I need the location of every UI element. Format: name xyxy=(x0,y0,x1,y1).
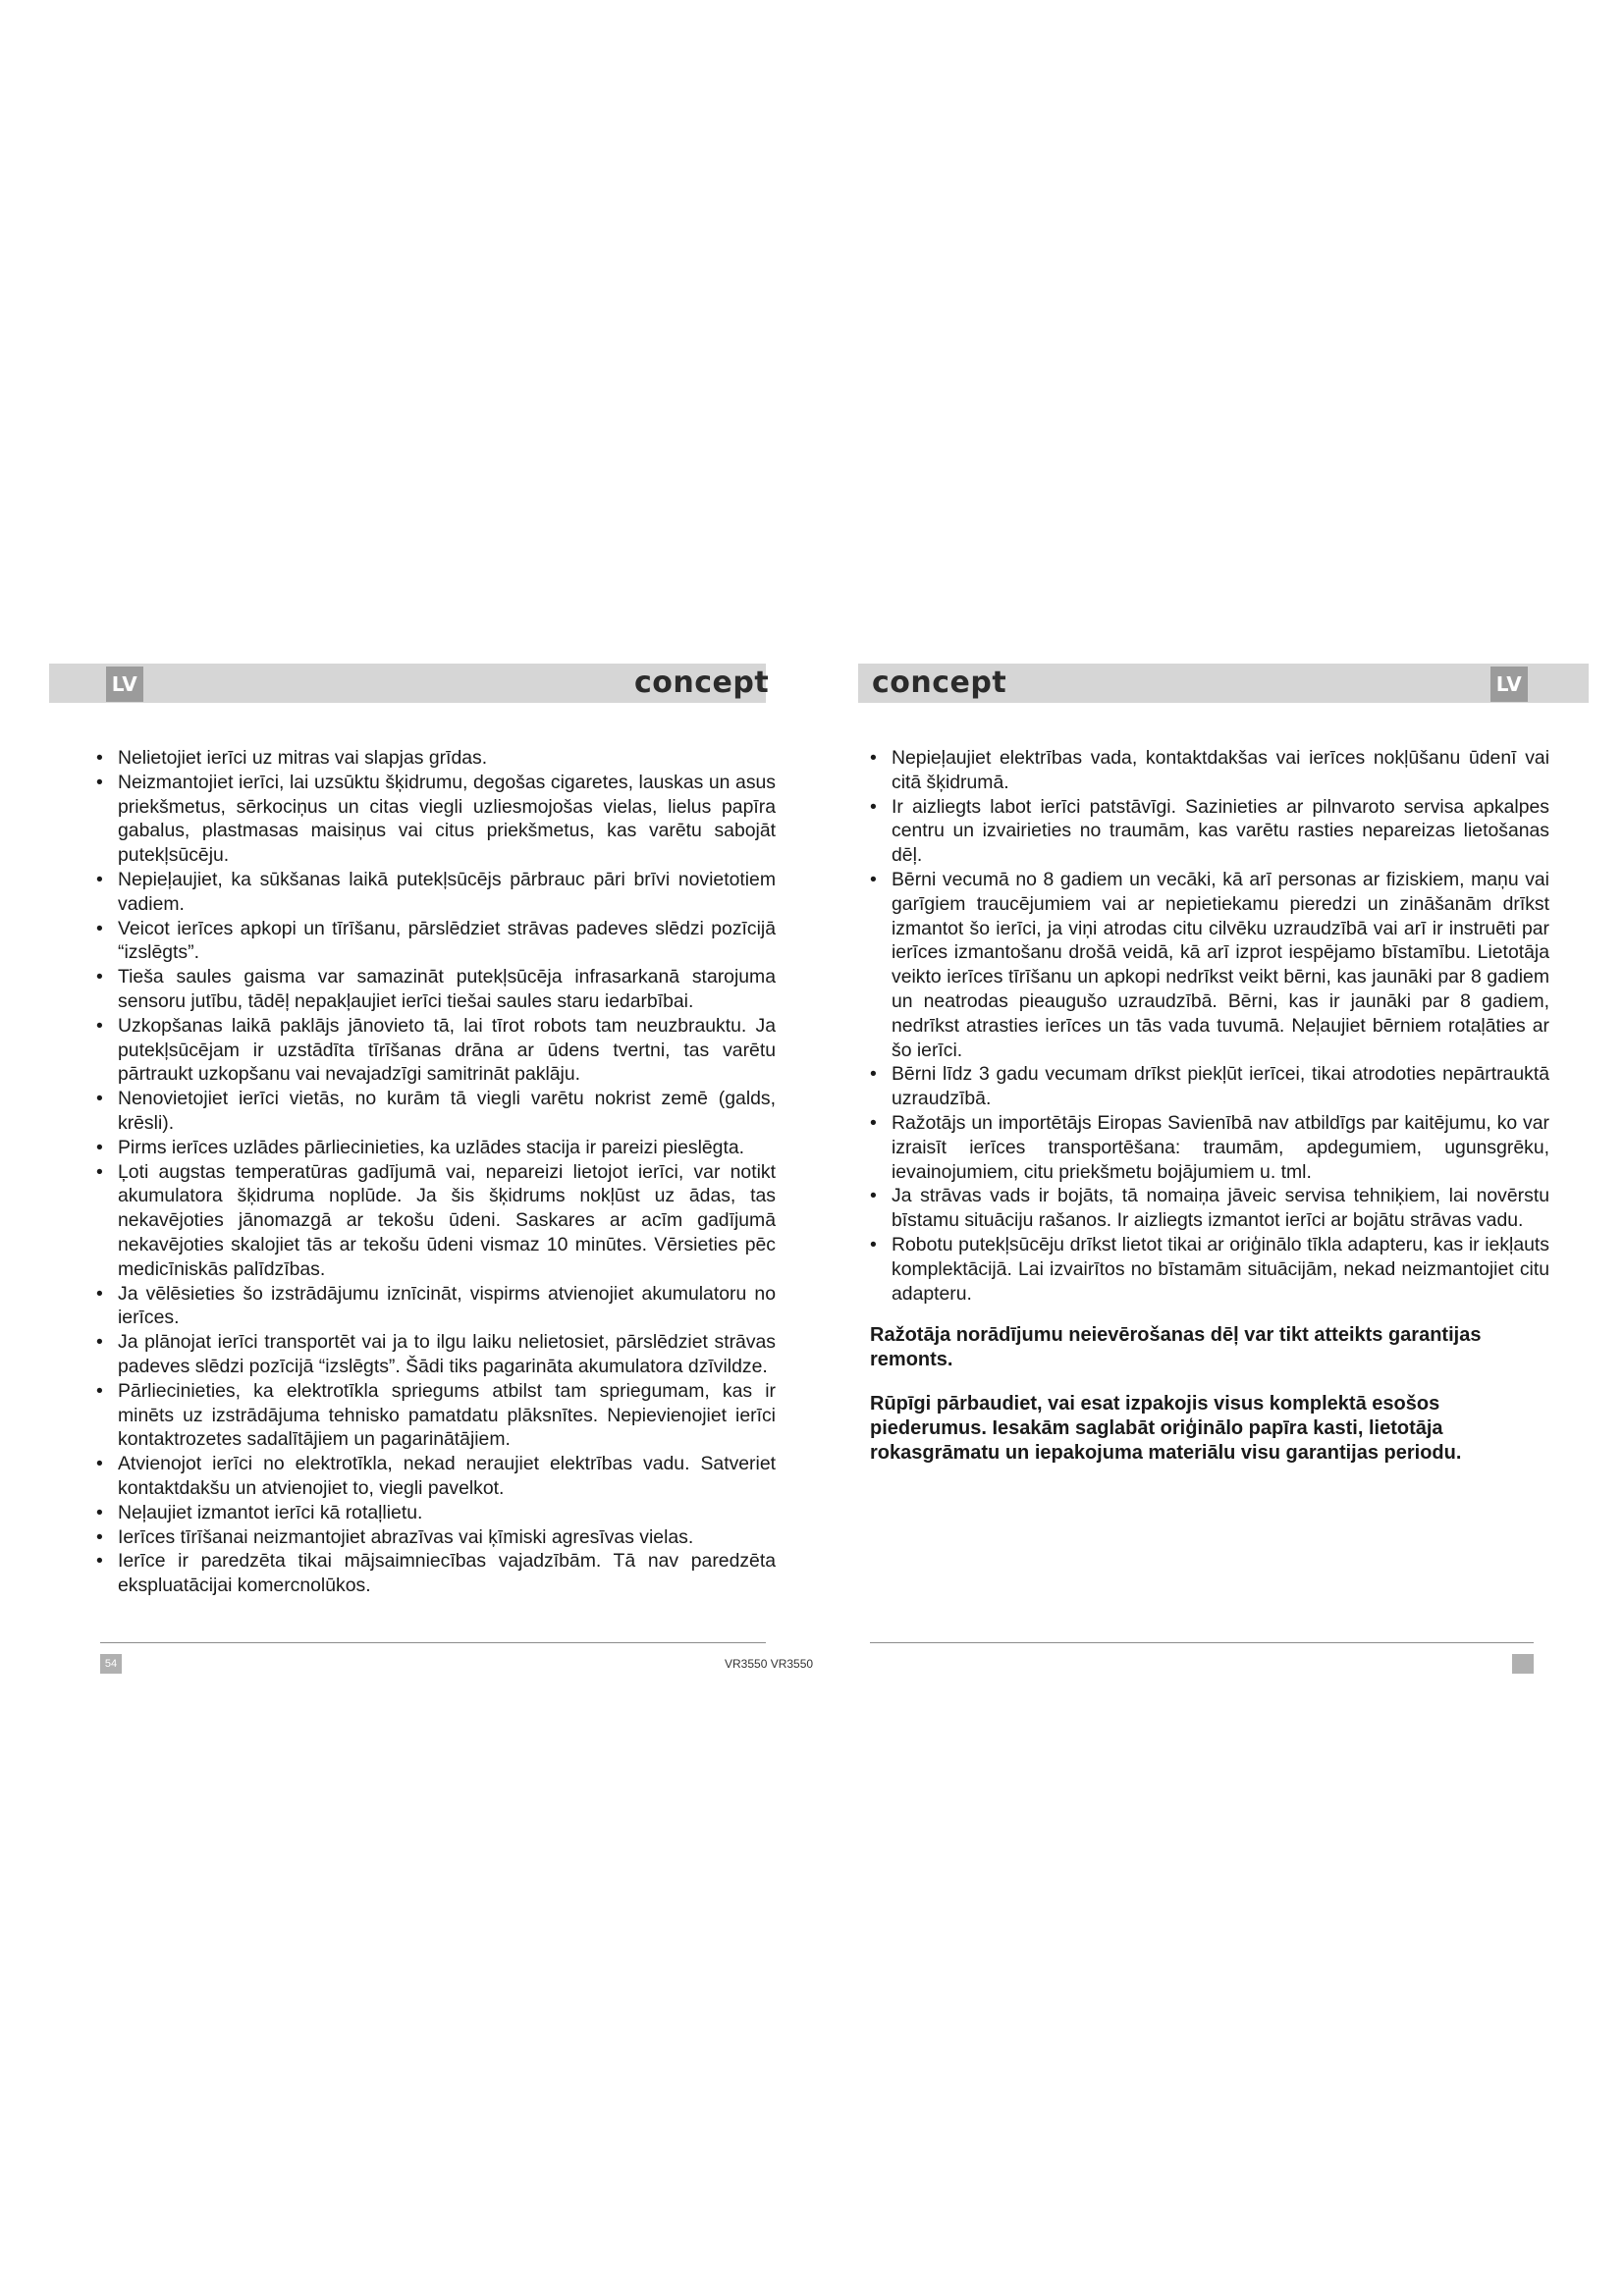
list-item: • Bērni līdz 3 gadu vecumam drīkst piekļūt ierīcei, tikai atrodoties nepārtrauktā uzraudzībā. xyxy=(870,1062,1549,1111)
brand-logo-right: concept xyxy=(872,666,1007,700)
list-item: • Ir aizliegts labot ierīci patstāvīgi. Sazinieties ar pilnvaroto servisa apkalpes centru un izvairieties no traumām, kas varētu rasties nepareizas lietošanas dēļ. xyxy=(870,795,1549,868)
list-item: • Veicot ierīces apkopi un tīrīšanu, pārslēdziet strāvas padeves slēdzi pozīcijā “izslēgts”. xyxy=(96,917,776,966)
list-item: • Nepieļaujiet, ka sūkšanas laikā putekļsūcējs pārbrauc pāri brīvi novietotiem vadiem. xyxy=(96,868,776,917)
left-column xyxy=(96,746,776,1598)
safety-list-right xyxy=(870,746,1549,1306)
page-marker-right xyxy=(1512,1654,1534,1674)
list-item: • Nelietojiet ierīci uz mitras vai slapjas grīdas. xyxy=(96,746,776,771)
list-item: • Neļaujiet izmantot ierīci kā rotaļlietu. xyxy=(96,1501,776,1525)
list-item: • Tieša saules gaisma var samazināt putekļsūcēja infrasarkanā starojuma sensoru jutību, tādēļ nepakļaujiet ierīci tiešai saules staru iedarbībai. xyxy=(96,965,776,1014)
list-item: • Bērni vecumā no 8 gadiem un vecāki, kā arī personas ar fiziskiem, maņu vai garīgiem traucējumiem vai ar nepietiekamu pieredzi un zināšanām drīkst izmantot šo ierīci, ja viņi atrodas citu cilvēku uzraudzībā vai arī ir instruēti par ierīces izmantošanu drošā veidā, kā arī izprot iespējamo bīstamību. Lietotāja veikto ierīces tīrīšanu un apkopi nedrīkst veikt bērni, kas jaunāki par 8 gadiem un neatrodas pieaugušo uzraudzībā. Bērni, kas ir jaunāki par 8 gadiem, nedrīkst atrasties ierīces un tās vada tuvumā. Neļaujiet bērniem rotaļāties ar šo ierīci. xyxy=(870,868,1549,1062)
list-item: • Ja vēlēsieties šo izstrādājumu iznīcināt, vispirms atvienojiet akumulatoru no ierīces. xyxy=(96,1282,776,1331)
list-item: • Neizmantojiet ierīci, lai uzsūktu šķidrumu, degošas cigaretes, lauskas un asus priekšmetus, sērkociņus un citas viegli uzliesmojošas vielas, lielus papīra gabalus, plastmasas maisiņus vai citus priekšmetus, kas varētu sabojāt putekļsūcēju. xyxy=(96,771,776,868)
list-item: • Pirms ierīces uzlādes pārliecinieties, ka uzlādes stacija ir pareizi pieslēgta. xyxy=(96,1136,776,1160)
brand-logo-left: concept xyxy=(634,666,770,700)
list-item: • Ierīce ir paredzēta tikai mājsaimniecības vajadzībām. Tā nav paredzēta ekspluatācijai komercnolūkos. xyxy=(96,1549,776,1598)
safety-list-left xyxy=(96,746,776,1598)
list-item: • Nepieļaujiet elektrības vada, kontaktdakšas vai ierīces nokļūšanu ūdenī vai citā šķidrumā. xyxy=(870,746,1549,795)
page-number: 54 xyxy=(100,1654,122,1674)
list-item: • Robotu putekļsūcēju drīkst lietot tikai ar oriģinālo tīkla adapteru, kas ir iekļauts komplektācijā. Lai izvairītos no bīstamām situācijām, nekad neizmantojiet citu adapteru. xyxy=(870,1233,1549,1306)
list-item: • Uzkopšanas laikā paklājs jānovieto tā, lai tīrot robots tam neuzbrauktu. Ja putekļsūcējam ir uzstādīta tīrīšanas drāna ar ūdens tvertni, tas varētu pārtraukt uzkopšanu vai nevajadzīgi samitrināt paklāju. xyxy=(96,1014,776,1087)
footer-divider-left xyxy=(100,1642,766,1643)
warranty-notice: Ražotāja norādījumu neievērošanas dēļ var tikt atteikts garantijas remonts. xyxy=(870,1324,1482,1371)
model-code: VR3550 VR3550 xyxy=(725,1657,814,1671)
list-item: • Ja plānojat ierīci transportēt vai ja to ilgu laiku nelietosiet, pārslēdziet strāvas padeves slēdzi pozīcijā “izslēgts”. Šādi tiks pagarināta akumulatora dzīvildze. xyxy=(96,1330,776,1379)
list-item: • Ierīces tīrīšanai neizmantojiet abrazīvas vai ķīmiski agresīvas vielas. xyxy=(96,1525,776,1550)
accessories-notice: Rūpīgi pārbaudiet, vai esat izpakojis visus komplektā esošos piederumus. Iesakām saglabāt oriģinālo papīra kasti, lietotāja rokasgrāmatu un iepakojuma materiālu visu garantijas periodu. xyxy=(870,1392,1462,1464)
list-item: • Pārliecinieties, ka elektrotīkla spriegums atbilst tam spriegumam, kas ir minēts uz izstrādājuma tehnisko pamatdatu plāksnītes. Nepievienojiet ierīci kontaktrozetes sadalītājiem un pagarinātājiem. xyxy=(96,1379,776,1452)
language-badge-right: LV xyxy=(1490,667,1528,702)
right-column xyxy=(870,746,1549,1465)
footer-divider-right xyxy=(870,1642,1534,1643)
list-item: • Ļoti augstas temperatūras gadījumā vai, nepareizi lietojot ierīci, var notikt akumulatora šķidruma noplūde. Ja šis šķidrums nokļūst uz ādas, tas nekavējoties jānomazgā ar tekošu ūdeni. Saskares ar acīm gadījumā nekavējoties skalojiet tās ar tekošu ūdeni vismaz 10 minūtes. Vērsieties pēc medicīniskās palīdzības. xyxy=(96,1160,776,1282)
list-item: • Nenovietojiet ierīci vietās, no kurām tā viegli varētu nokrist zemē (galds, krēsli). xyxy=(96,1087,776,1136)
list-item: • Ja strāvas vads ir bojāts, tā nomaiņa jāveic servisa tehniķiem, lai novērstu bīstamu situāciju rašanos. Ir aizliegts izmantot ierīci ar bojātu strāvas vadu. xyxy=(870,1184,1549,1233)
language-badge-left: LV xyxy=(106,667,143,702)
list-item: • Atvienojot ierīci no elektrotīkla, nekad neraujiet elektrības vadu. Satveriet kontaktdakšu un atvienojiet to, viegli pavelkot. xyxy=(96,1452,776,1501)
list-item: • Ražotājs un importētājs Eiropas Savienībā nav atbildīgs par kaitējumu, ko var izraisīt ierīces transportēšana: traumām, apdegumiem, ugunsgrēku, ievainojumiem, citu priekšmetu bojājumiem u. tml. xyxy=(870,1111,1549,1184)
